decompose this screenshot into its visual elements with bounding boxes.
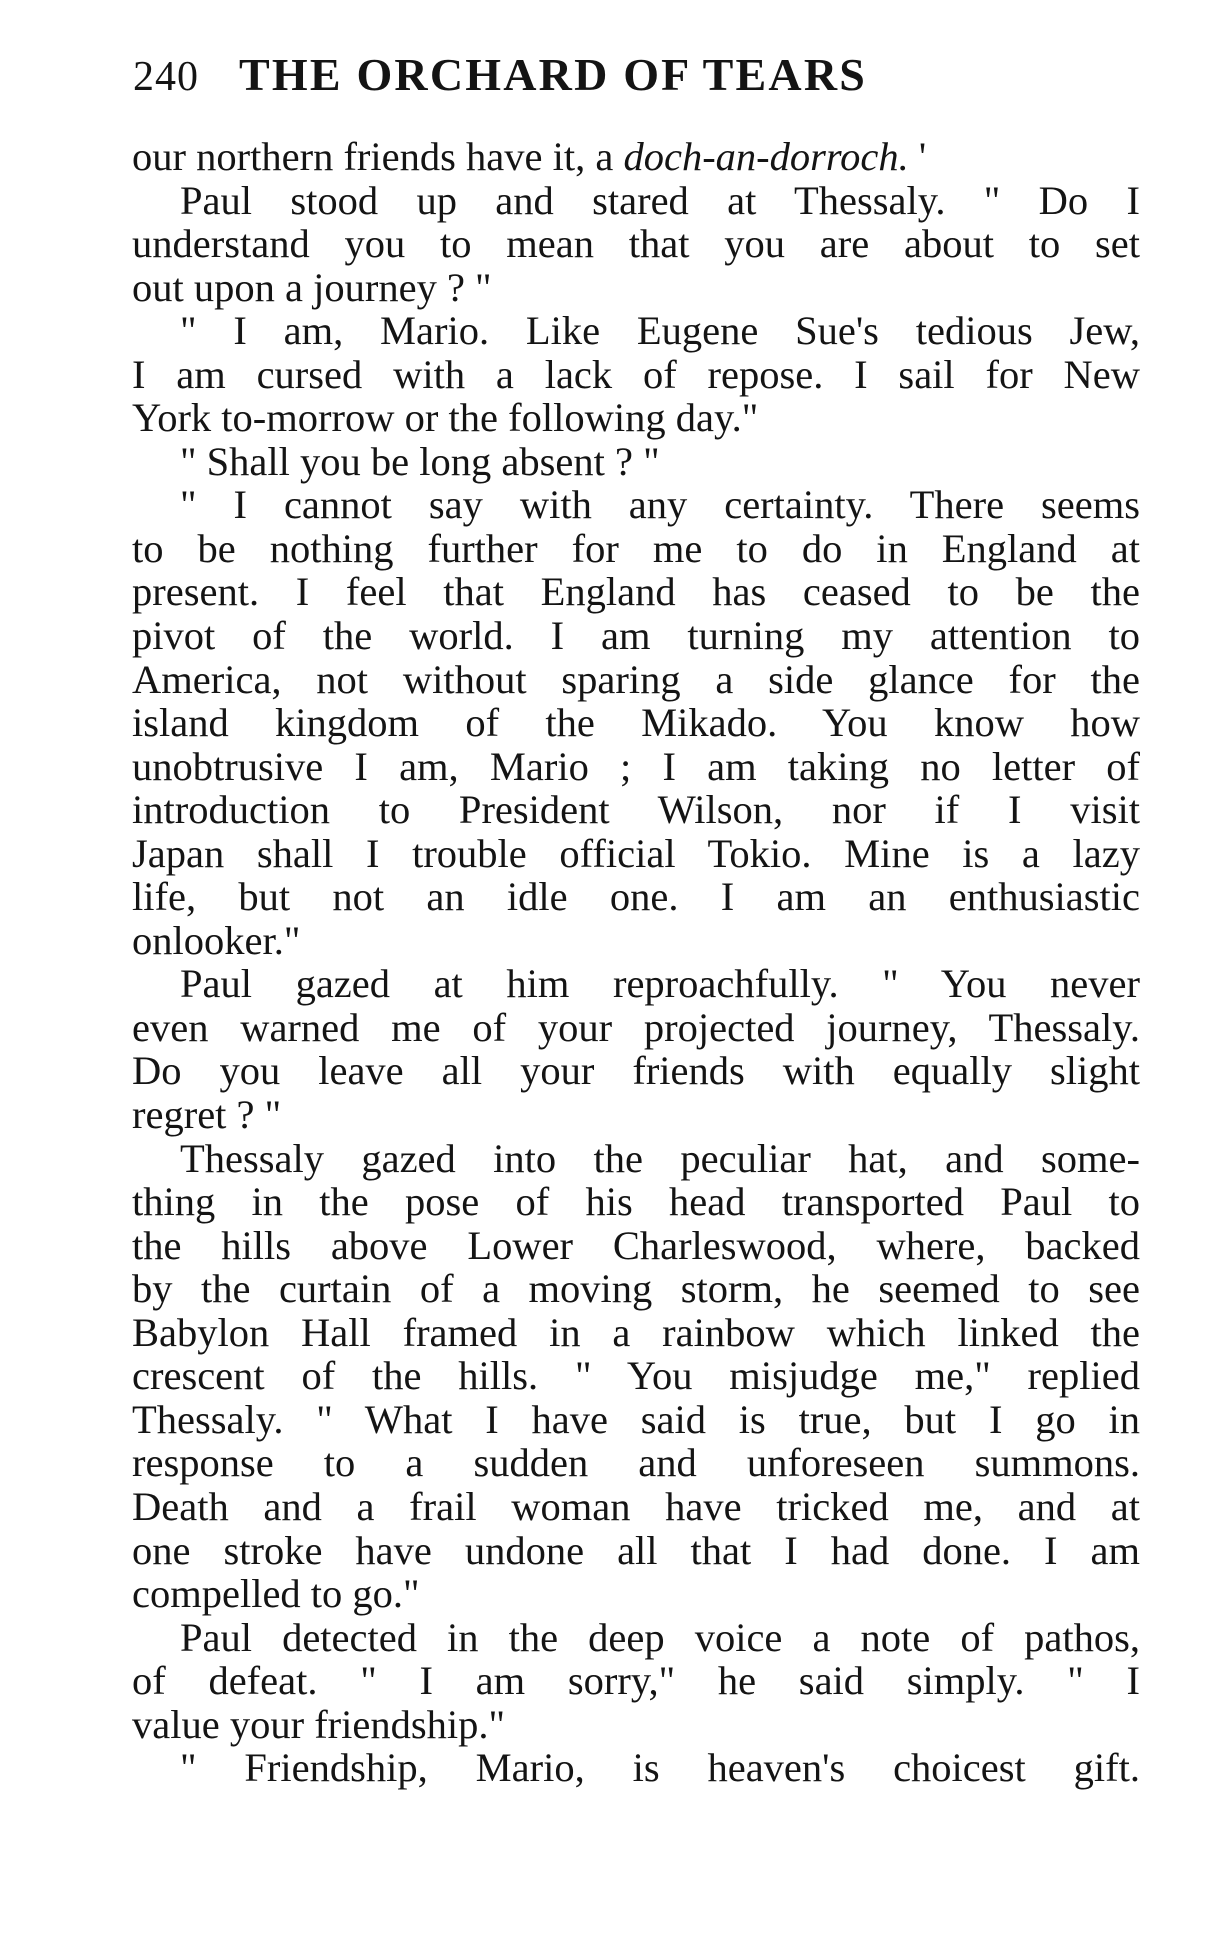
text-line: Thessaly. " What I have said is true, but I go in — [132, 1396, 1140, 1442]
text-line: Thessaly gazed into the peculiar hat, and some- — [180, 1135, 1140, 1181]
text-line: island kingdom of the Mikado. You know how — [132, 700, 1140, 746]
text-line: value your friendship." — [132, 1701, 506, 1747]
text-line: onlooker." — [132, 917, 301, 963]
text-line: compelled to go." — [132, 1571, 420, 1617]
text-line: by the curtain of a moving storm, he seemed to see — [132, 1266, 1140, 1312]
text-line: Paul stood up and stared at Thessaly. " Do I — [180, 177, 1140, 223]
text-line: America, not without sparing a side glance for the — [132, 656, 1140, 702]
text-line: pivot of the world. I am turning my attention to — [132, 613, 1140, 659]
text-line: out upon a journey ? " — [132, 264, 492, 310]
text-line: unobtrusive I am, Mario ; I am taking no letter of — [132, 743, 1140, 789]
text-line: Babylon Hall framed in a rainbow which linked the — [132, 1309, 1140, 1355]
text-line: Do you leave all your friends with equally slight — [132, 1048, 1140, 1094]
italic-phrase: doch-an-dorroch. — [623, 134, 909, 179]
page-header — [133, 48, 1133, 118]
text-line: understand you to mean that you are about to set — [132, 221, 1140, 267]
text-line: York to-morrow or the following day." — [132, 395, 759, 441]
text-line: " Friendship, Mario, is heaven's choicest gift. — [180, 1745, 1140, 1791]
text-segment: our northern friends have it, a — [132, 134, 624, 179]
text-line: " I cannot say with any certainty. There seems — [180, 482, 1140, 528]
text-line: Paul gazed at him reproachfully. " You never — [180, 961, 1140, 1007]
text-line: the hills above Lower Charleswood, where, backed — [132, 1222, 1140, 1268]
text-line: response to a sudden and unforeseen summons. — [132, 1440, 1140, 1486]
page-number: 240 — [133, 54, 199, 100]
text-line: Paul detected in the deep voice a note of pathos, — [180, 1614, 1140, 1660]
text-line — [132, 135, 1140, 179]
text-line: life, but not an idle one. I am an enthusiastic — [132, 874, 1140, 920]
text-line: introduction to President Wilson, nor if I visit — [132, 787, 1140, 833]
text-line: Death and a frail woman have tricked me, and at — [132, 1483, 1140, 1529]
text-line: one stroke have undone all that I had done. I am — [132, 1527, 1140, 1573]
text-segment: ' — [908, 134, 927, 179]
text-line: to be nothing further for me to do in England at — [132, 525, 1140, 571]
text-line: even warned me of your projected journey, Thessaly. — [132, 1004, 1140, 1050]
body-text — [132, 135, 1140, 1790]
text-line: regret ? " — [132, 1092, 282, 1138]
text-line: " I am, Mario. Like Eugene Sue's tedious Jew, — [180, 308, 1140, 354]
text-line: " Shall you be long absent ? " — [180, 438, 660, 484]
text-line: present. I feel that England has ceased to be the — [132, 569, 1140, 615]
text-line: of defeat. " I am sorry," he said simply. " I — [132, 1658, 1140, 1704]
text-line: Japan shall I trouble official Tokio. Mine is a lazy — [132, 830, 1140, 876]
text-line: thing in the pose of his head transported Paul to — [132, 1179, 1140, 1225]
text-line: I am cursed with a lack of repose. I sail for New — [132, 351, 1140, 397]
running-title: THE ORCHARD OF TEARS — [239, 49, 868, 100]
text-line: crescent of the hills. " You misjudge me," replied — [132, 1353, 1140, 1399]
